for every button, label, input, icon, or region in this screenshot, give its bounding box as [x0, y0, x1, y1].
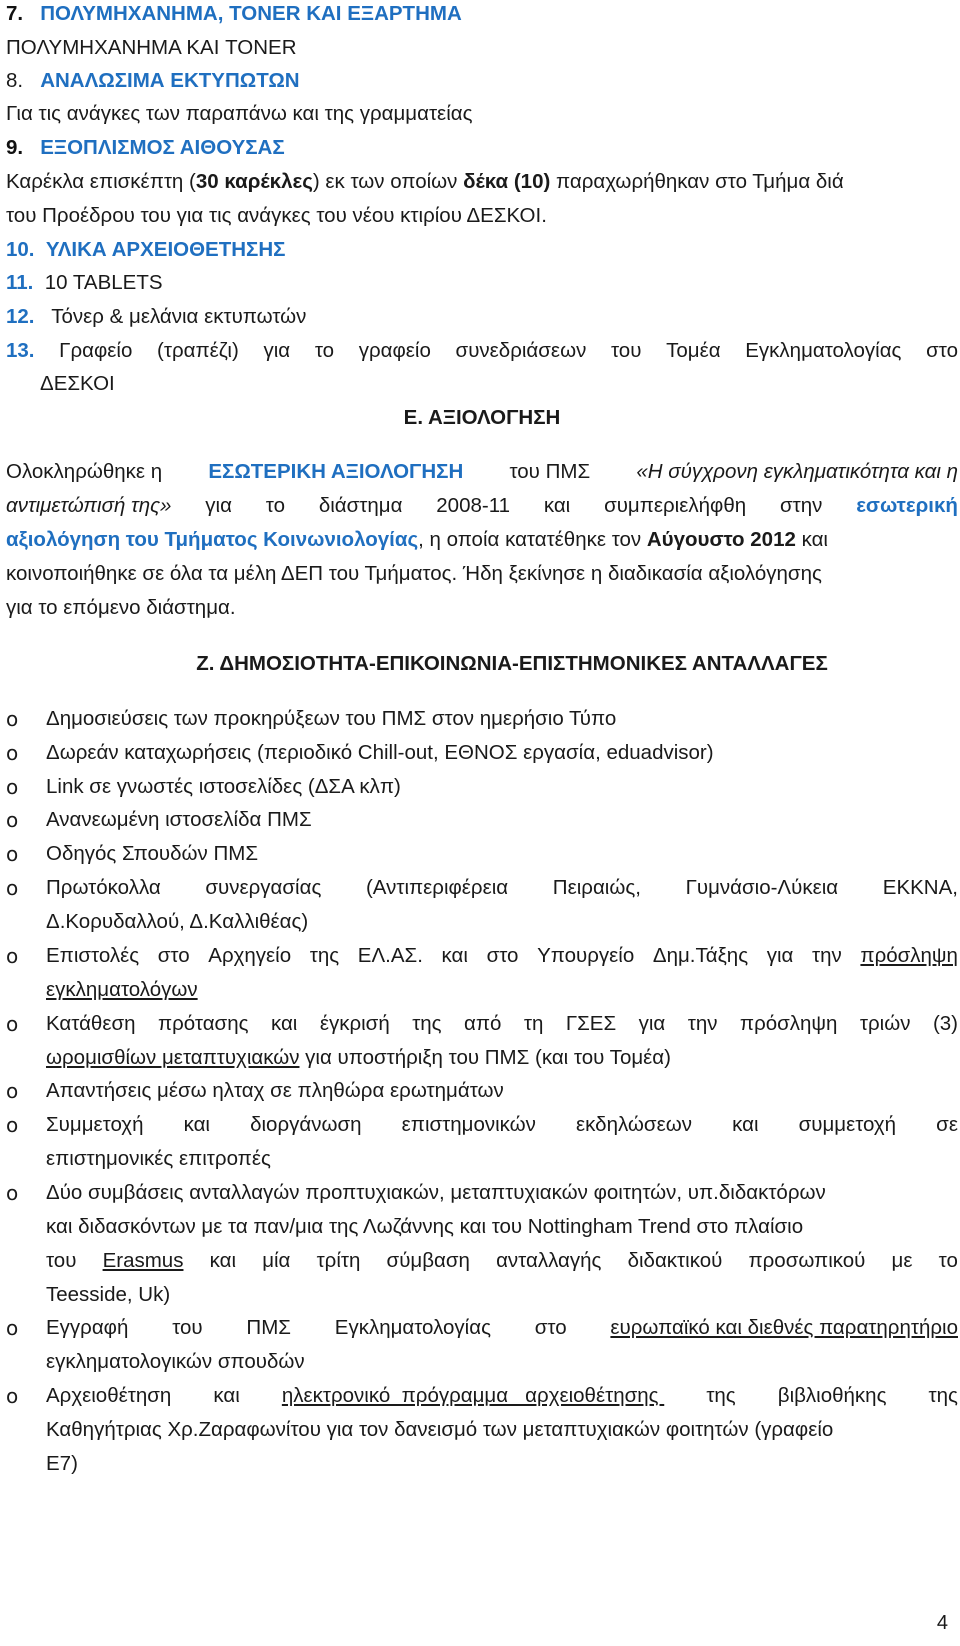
section-e-para-line3: αξιολόγηση του Τμήματος Κοινωνιολογίας, η οποία κατατέθηκε τον Αύγουστο 2012 και [6, 528, 828, 551]
item-title: ΠΟΛΥΜΗΧΑΝΗΜΑ, ΤΟΝΕR ΚΑΙ ΕΞΑΡΤΗΜΑ [40, 2, 462, 25]
item-number: 9. [6, 136, 24, 159]
list-item: o Οδηγός Σπουδών ΠΜΣ [6, 842, 259, 866]
list-item: o Δωρεάν καταχωρήσεις (περιοδικό Chill-out, ΕΘΝΟΣ εργασία, eduadvisor) [6, 741, 714, 765]
bullet-icon: o [6, 944, 19, 968]
list-item: o Δύο συμβάσεις ανταλλαγών προπτυχιακών, μεταπτυχιακών φοιτητών, υπ.διδακτόρων [6, 1181, 826, 1205]
list-item: o Επιστολές στο Αρχηγείο της ΕΛ.ΑΣ. και στο Υπουργείο Δημ.Τάξης για την πρόσληψη [6, 944, 958, 968]
item-8 [6, 69, 300, 94]
item-13: 13. Γραφείο (τραπέζι) για το γραφείο συνεδριάσεων του Τομέα Εγκληματολογίας στο [6, 339, 958, 362]
list-item: o Συμμετοχή και διοργάνωση επιστημονικών εκδηλώσεων και συμμετοχή σε [6, 1113, 958, 1137]
item-title: 10 TABLETS [44, 271, 163, 294]
list-item: o Δημοσιεύσεις των προκηρύξεων του ΠΜΣ στον ημερήσιο Τύπο [6, 707, 617, 731]
bullet-icon: o [6, 842, 19, 866]
list-item: o Link σε γνωστές ιστοσελίδες (ΔΣΑ κλπ) [6, 775, 401, 799]
list-item-cont: εγκληματολόγων [46, 978, 198, 1001]
bullet-icon: o [6, 1012, 19, 1036]
list-item: o Ανανεωμένη ιστοσελίδα ΠΜΣ [6, 808, 312, 832]
bullet-icon: o [6, 707, 19, 731]
item-9-desc-line2: του Προέδρου του για τις ανάγκες του νέου κτιρίου ΔΕΣΚΟΙ. [6, 204, 547, 227]
item-number: 10. [6, 238, 35, 261]
list-item-cont: Καθηγήτριας Χρ.Ζαραφωνίτου για τον δανεισμό των μεταπτυχιακών φοιτητών (γραφείο [46, 1418, 834, 1441]
item-12 [6, 305, 306, 330]
item-8-desc: Για τις ανάγκες των παραπάνω και της γραμματείας [6, 102, 473, 125]
item-title: Τόνερ & μελάνια εκτυπωτών [51, 305, 307, 328]
section-z-heading: Ζ. ΔΗΜΟΣΙΟΤΗΤΑ-ΕΠΙΚΟΙΝΩΝΙΑ-ΕΠΙΣΤΗΜΟΝΙΚΕΣ ΑΝΤΑΛΛΑΓΕΣ [196, 652, 828, 675]
page-number: 4 [936, 1612, 948, 1634]
list-item-cont: Teesside, Uk) [46, 1283, 171, 1306]
item-number: 12. [6, 305, 35, 328]
item-number: 11. [6, 271, 34, 294]
item-9-desc: Καρέκλα επισκέπτη (30 καρέκλες) εκ των οποίων δέκα (10) παραχωρήθηκαν στο Τμήμα διά [6, 170, 844, 193]
bullet-icon: o [6, 1384, 19, 1408]
bullet-icon: o [6, 876, 19, 900]
item-number: 7. [6, 2, 24, 25]
list-item-cont: Δ.Κορυδαλλού, Δ.Καλλιθέας) [46, 910, 309, 933]
list-item-cont: επιστημονικές επιτροπές [46, 1147, 271, 1170]
section-e-para-line4: κοινοποιήθηκε σε όλα τα μέλη ΔΕΠ του Τμήματος. Ήδη ξεκίνησε η διαδικασία αξιολόγησης [6, 562, 822, 585]
list-item-cont: εγκληματολογικών σπουδών [46, 1350, 305, 1373]
list-item: o Κατάθεση πρότασης και έγκρισή της από τη ΓΣΕΣ για την πρόσληψη τριών (3) [6, 1012, 958, 1036]
list-item: o Αρχειοθέτηση και ηλεκτρονικό πρόγραμμα αρχειοθέτησης της βιβλιοθήκης της [6, 1384, 958, 1408]
item-9 [6, 136, 285, 161]
item-title: ΑΝΑΛΩΣΙΜΑ ΕΚΤΥΠΩΤΩΝ [40, 69, 300, 92]
bullet-icon: o [6, 1079, 19, 1103]
bullet-icon: o [6, 775, 19, 799]
item-7-desc: ΠΟΛΥΜΗΧΑΝΗΜΑ ΚΑΙ TONER [6, 36, 297, 59]
list-item: o Εγγραφή του ΠΜΣ Εγκληματολογίας στο ευρωπαϊκό και διεθνές παρατηρητήριο [6, 1316, 958, 1340]
item-7 [6, 2, 462, 27]
bullet-icon: o [6, 1316, 19, 1340]
item-number: 13. [6, 339, 35, 362]
list-item: o Πρωτόκολλα συνεργασίας (Αντιπεριφέρεια Πειραιώς, Γυμνάσιο-Λύκεια ΕΚΚΝΑ, [6, 876, 958, 900]
item-11 [6, 271, 163, 296]
section-e-para-line5: για το επόμενο διάστημα. [6, 596, 236, 619]
section-e-para-line1: Ολοκληρώθηκε η ΕΣΩΤΕΡΙΚΗ ΑΞΙΟΛΟΓΗΣΗ του ΠΜΣ «Η σύγχρονη εγκληματικότητα και η [6, 460, 958, 483]
item-number: 8. [6, 69, 24, 92]
bullet-icon: o [6, 1181, 19, 1205]
item-title: ΕΞΟΠΛΙΣΜΟΣ ΑΙΘΟΥΣΑΣ [40, 136, 285, 159]
item-title: ΥΛΙΚΑ ΑΡΧΕΙΟΘΕΤΗΣΗΣ [45, 238, 286, 261]
list-item: o Απαντήσεις μέσω ηλταχ σε πληθώρα ερωτημάτων [6, 1079, 504, 1103]
bullet-icon: o [6, 741, 19, 765]
list-item-cont: ωρομισθίων μεταπτυχιακών για υποστήριξη του ΠΜΣ (και του Τομέα) [46, 1046, 671, 1069]
list-item-cont: του Erasmus και μία τρίτη σύμβαση ανταλλαγής διδακτικού προσωπικού με το [46, 1249, 958, 1272]
item-13-line2: ΔΕΣΚΟΙ [40, 372, 115, 395]
bullet-icon: o [6, 808, 19, 832]
item-10 [6, 238, 285, 263]
list-item-cont: και διδασκόντων με τα παν/μια της Λωζάννης και του Nottingham Trend στο πλαίσιο [46, 1215, 804, 1238]
section-e-heading: Ε. ΑΞΙΟΛΟΓΗΣΗ [403, 406, 561, 429]
section-e-para-line2: αντιμετώπισή της» για το διάστημα 2008-11 και συμπεριελήφθη στην εσωτερική [6, 494, 958, 517]
list-item-cont: Ε7) [46, 1452, 78, 1475]
bullet-icon: o [6, 1113, 19, 1137]
